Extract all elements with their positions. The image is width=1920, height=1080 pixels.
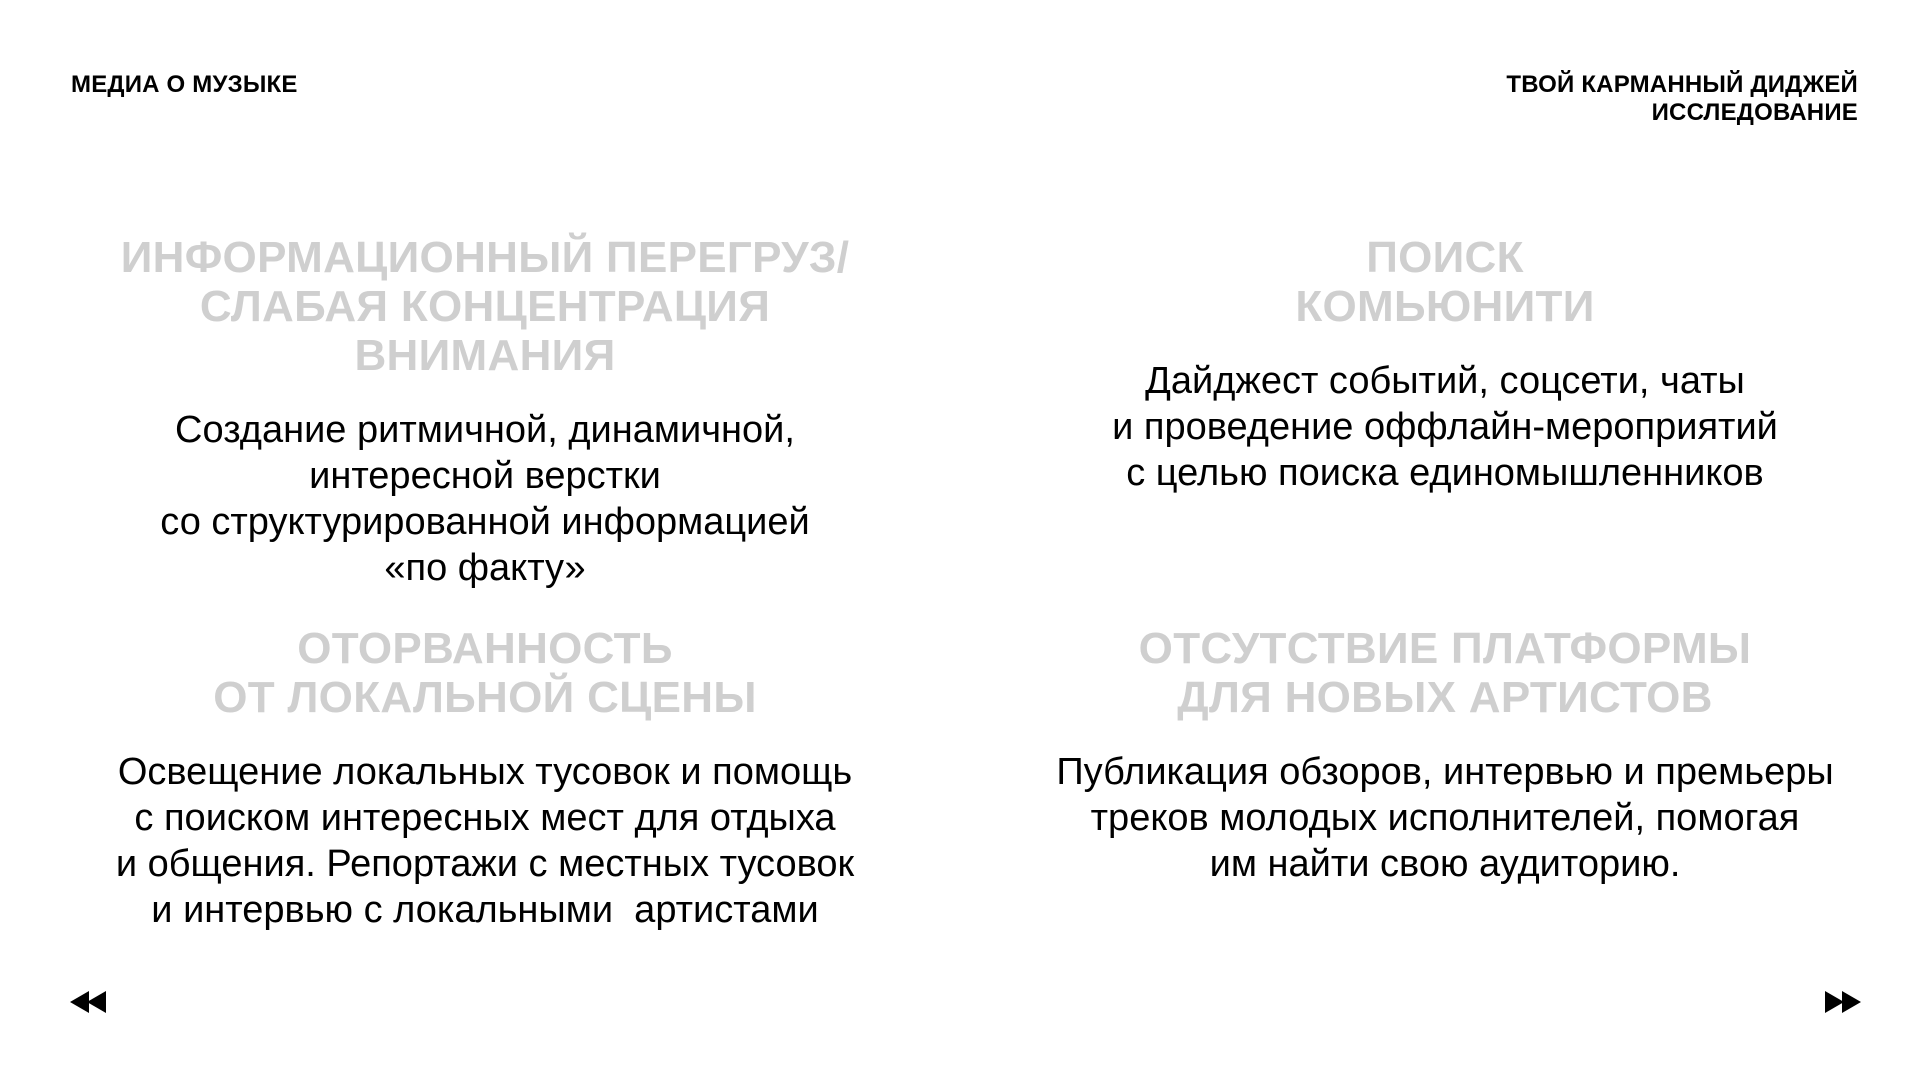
slide-meta	[1506, 71, 1858, 127]
heading-line: ОТОРВАННОСТЬ	[297, 624, 673, 673]
body-line: и общения. Репортажи с местных тусовок	[115, 843, 855, 885]
problem-heading	[1030, 233, 1860, 331]
body-line: со структурированной информацией	[160, 501, 810, 543]
solution-text	[1030, 749, 1860, 887]
heading-line: ОТ ЛОКАЛЬНОЙ СЦЕНЫ	[213, 673, 757, 722]
rewind-icon	[70, 988, 110, 1016]
problem-block-community-search	[1030, 233, 1860, 496]
body-line: Дайджест событий, соцсети, чаты	[1145, 360, 1745, 402]
body-line: Публикация обзоров, интервью и премьеры	[1056, 751, 1834, 793]
section-title: ИССЛЕДОВАНИЕ	[1651, 99, 1858, 126]
heading-line: ДЛЯ НОВЫХ АРТИСТОВ	[1177, 673, 1713, 722]
body-line: и проведение оффлайн-мероприятий	[1112, 406, 1778, 448]
heading-line: ОТСУТСТВИЕ ПЛАТФОРМЫ	[1138, 624, 1752, 673]
problem-block-information-overload	[70, 233, 900, 591]
body-line: им найти свою аудиторию.	[1209, 843, 1681, 885]
problem-block-new-artists-platform	[1030, 624, 1860, 887]
body-line: Создание ритмичной, динамичной,	[175, 409, 795, 451]
heading-line: ПОИСК	[1366, 233, 1524, 282]
solution-text	[1030, 358, 1860, 496]
body-line: «по факту»	[384, 547, 586, 589]
next-slide-button[interactable]	[1821, 988, 1861, 1016]
problem-heading	[70, 233, 900, 380]
solution-text	[70, 749, 900, 933]
problem-heading	[70, 624, 900, 722]
previous-slide-button[interactable]	[70, 988, 110, 1016]
solution-text	[70, 407, 900, 591]
project-title: ТВОЙ КАРМАННЫЙ ДИДЖЕЙ	[1506, 71, 1858, 98]
problem-heading	[1030, 624, 1860, 722]
heading-line: КОМЬЮНИТИ	[1295, 282, 1595, 331]
heading-line: ИНФОРМАЦИОННЫЙ ПЕРЕГРУЗ/	[120, 233, 850, 282]
brand-label: МЕДИА О МУЗЫКЕ	[71, 71, 298, 98]
fast-forward-icon	[1821, 988, 1861, 1016]
body-line: и интервью с локальными артистами	[151, 889, 819, 931]
body-line: треков молодых исполнителей, помогая	[1090, 797, 1800, 839]
body-line: с целью поиска единомышленников	[1126, 452, 1764, 494]
heading-line: СЛАБАЯ КОНЦЕНТРАЦИЯ ВНИМАНИЯ	[199, 282, 771, 380]
problem-block-local-scene	[70, 624, 900, 933]
body-line: с поиском интересных мест для отдыха	[134, 797, 836, 839]
body-line: интересной верстки	[309, 455, 661, 497]
body-line: Освещение локальных тусовок и помощь	[117, 751, 853, 793]
